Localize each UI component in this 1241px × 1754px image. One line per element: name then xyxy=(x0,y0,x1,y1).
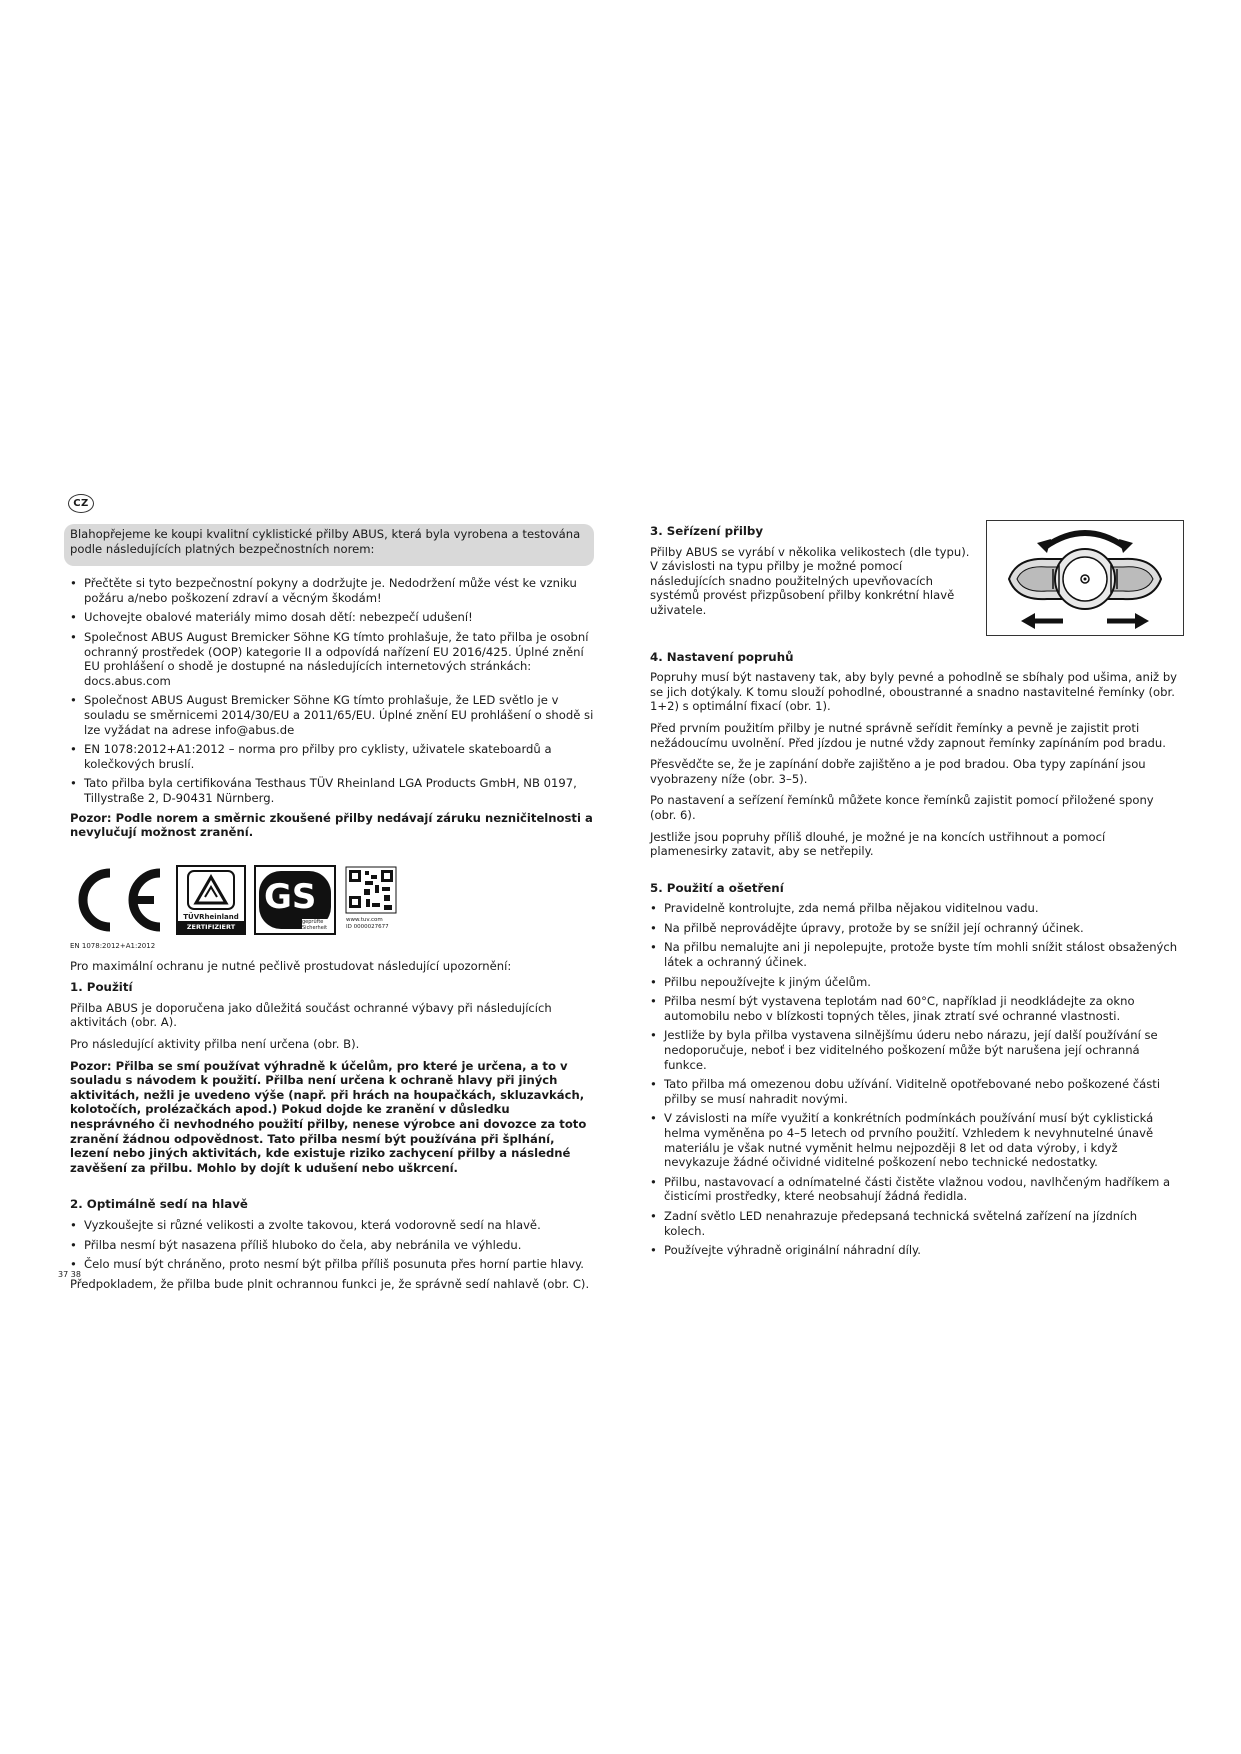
ce-mark-icon xyxy=(70,865,168,935)
list-item: • Tato přilba byla certifikována Testhaus TÜV Rheinland LGA Products GmbH, NB 0197, Tillystraße 2, D-90431 Nürnberg. xyxy=(70,776,594,805)
tuv-label: TÜVRheinland xyxy=(183,912,239,921)
fit-list xyxy=(70,1218,594,1272)
qr-caption-2: ID 0000027677 xyxy=(346,923,389,930)
section-title: 2. Optimálně sedí na hlavě xyxy=(70,1197,248,1212)
helmet-dial-adjuster-icon xyxy=(987,521,1183,635)
paragraph: Přilba ABUS je doporučena jako důležitá součást ochranné výbavy při následujících aktivitách (obr. A). xyxy=(70,1000,552,1030)
language-badge: CZ xyxy=(68,494,94,513)
gs-text: GS xyxy=(264,876,317,917)
list-item: • Na přilbě neprovádějte úpravy, protože by se snížil její ochranný účinek. xyxy=(650,921,1180,936)
safety-list xyxy=(70,576,594,805)
warning-text: Pozor: Podle norem a směrnic zkoušené přilby nedávají záruku nezničitelnosti a nevylučují možnost zranění. xyxy=(70,810,593,840)
paragraph: Jestliže jsou popruhy příliš dlouhé, je možné je na koncích ustřihnout a pomocí plamenesirky zatavit, aby se netřepily. xyxy=(650,829,1106,859)
section-adjust xyxy=(650,524,975,618)
list-item: • Vyzkoušejte si různé velikosti a zvolte takovou, která vodorovně sedí na hlavě. xyxy=(70,1218,594,1233)
section-fit xyxy=(70,1197,594,1291)
list-item: • Přečtěte si tyto bezpečnostní pokyny a dodržujte je. Nedodržení může vést ke vzniku požáru a/nebo poškození zdraví a věcným škodám! xyxy=(70,576,594,605)
paragraph: Přilby ABUS se vyrábí v několika velikostech (dle typu). V závislosti na typu přilby je možné pomocí následujících snadno použitelných upevňovacích systémů provést přizpůsobení přilby konkrétní hlavě uživatele. xyxy=(650,544,970,617)
paragraph: Popruhy musí být nastaveny tak, aby byly pevné a pohodlně se sbíhaly pod ušima, aniž by se jich dotýkaly. K tomu slouží pohodlné, oboustranné a snadno nastavitelné řemínky (obr. 1+2) s optimální fixací (obr. 1). xyxy=(650,670,1178,714)
qr-caption-1: www.tuv.com xyxy=(346,916,383,923)
tuv-triangle-icon xyxy=(178,867,244,913)
section-title: 4. Nastavení popruhů xyxy=(650,649,794,664)
section-usage xyxy=(70,980,594,1175)
section-title: 1. Použití xyxy=(70,980,133,995)
section-straps xyxy=(650,650,1180,859)
intro-box xyxy=(64,524,594,566)
list-item: • Pravidelně kontrolujte, zda nemá přilba nějakou viditelnou vadu. xyxy=(650,901,1180,916)
fit-system-figure xyxy=(986,520,1184,636)
list-item: • Přilba nesmí být nasazena příliš hluboko do čela, aby nebránila ve výhledu. xyxy=(70,1238,594,1253)
tuv-certified-label: ZERTIFIZIERT xyxy=(178,921,244,933)
section-title: 3. Seřízení přilby xyxy=(650,524,764,538)
list-item: • Tato přilba má omezenou dobu užívání. Viditelně opotřebované nebo poškozené části přilby se musí nahradit novými. xyxy=(650,1077,1180,1106)
qr-code-icon xyxy=(344,865,398,915)
care-list xyxy=(650,901,1180,1257)
list-item: • Zadní světlo LED nenahrazuje předepsaná technická světelná zařízení na jízdních kolech. xyxy=(650,1209,1180,1238)
list-item: • Uchovejte obalové materiály mimo dosah dětí: nebezpečí udušení! xyxy=(70,610,594,625)
usage-warning: Pozor: Přilba se smí používat výhradně k účelům, pro které je určena, a to v souladu s návodem k použití. Přilba není určena k ochraně hlavy při jiných aktivitách, nežli je uvedeno výše (např. při hrách na houpačkách, skluzavkách, kolotočích, prolézačkách apod.) Pokud dojde ke zranění v důsledku nesprávného či nevhodného použití přilby, nenese výrobce ani dovozce za toto zranění žádnou odpovědnost. Tato přilba nesmí být používána při šplhání, lezení nebo jiných aktivitách, kde existuje riziko zachycení přilby a následné zavěšení za přilbu. Mohlo by dojít k udušení nebo uškrcení. xyxy=(70,1058,587,1175)
left-column xyxy=(70,524,594,1298)
gs-sub: geprüfte Sicherheit xyxy=(302,919,332,931)
section-title: 5. Použití a ošetření xyxy=(650,880,784,895)
list-item: • Přilba nesmí být vystavena teplotám nad 60°C, například ji neodkládejte za okno automobilu nebo v blízkosti topných těles, jinak ztratí své ochranné vlastnosti. xyxy=(650,994,1180,1023)
list-item: • Jestliže by byla přilba vystavena silnějšímu úderu nebo nárazu, její další používání se nedoporučuje, neboť i bez viditelného poškození může být narušena její ochranná funkce. xyxy=(650,1028,1180,1072)
list-item: • Přilbu nepoužívejte k jiným účelům. xyxy=(650,975,1180,990)
qr-code xyxy=(344,865,398,935)
paragraph: Po nastavení a seřízení řemínků můžete konce řemínků zajistit pomocí přiložené spony (obr. 6). xyxy=(650,793,1154,822)
list-item: • EN 1078:2012+A1:2012 – norma pro přilby pro cyklisty, uživatele skateboardů a kolečkových bruslí. xyxy=(70,742,594,771)
list-item: • Čelo musí být chráněno, proto nesmí být přilba příliš posunuta přes horní partie hlavy. xyxy=(70,1257,594,1272)
max-protection-text: Pro maximální ochranu je nutné pečlivě prostudovat následující upozornění: xyxy=(70,958,512,973)
section-care xyxy=(650,881,1180,1258)
list-item: • Používejte výhradně originální náhradní díly. xyxy=(650,1243,1180,1258)
paragraph: Předpokladem, že přilba bude plnit ochrannou funkci je, že správně sedí nahlavě (obr. C). xyxy=(70,1276,590,1291)
list-item: • Společnost ABUS August Bremicker Söhne KG tímto prohlašuje, že LED světlo je v souladu se směrnicemi 2014/30/EU a 2011/65/EU. Úplné znění EU prohlášení o shodě si lze vyžádat na adrese info@abus.de xyxy=(70,693,594,737)
paragraph: Pro následující aktivity přilba není určena (obr. B). xyxy=(70,1037,360,1052)
list-item: • Společnost ABUS August Bremicker Söhne KG tímto prohlašuje, že tato přilba je osobní ochranný prostředek (OOP) kategorie II a odpovídá nařízení EU 2016/425. Úplné znění EU prohlášení o shodě je dostupné na následujících internetových stránkách: docs.abus.com xyxy=(70,630,594,688)
gs-logo xyxy=(254,865,336,935)
list-item: • Přilbu, nastavovací a odnímatelné části čistěte vlažnou vodou, navlhčeným hadříkem a čisticími prostředky, které neobsahují žádná ředidla. xyxy=(650,1175,1180,1204)
certification-logos xyxy=(70,862,594,938)
tuv-logo xyxy=(176,865,246,935)
intro-text: Blahopřejeme ke koupi kvalitní cyklistické přilby ABUS, která byla vyrobena a testována podle následujících platných bezpečnostních norem: xyxy=(70,527,581,556)
list-item: • V závislosti na míře využití a konkrétních podmínkách používání musí být cyklistická helma vyměněna po 4–5 letech od prvního použití. Vzhledem k nevyhnutelné únavě materiálu je však nutné vyměnit helmu nejpozději 8 let od data výroby, i když nevykazuje žádné očividné viditelné poškození nebo technické nedostatky. xyxy=(650,1111,1180,1169)
paragraph: Přesvědčte se, že je zapínání dobře zajištěno a je pod bradou. Oba typy zapínání jsou vyobrazeny níže (obr. 3–5). xyxy=(650,757,1146,786)
paragraph: Před prvním použitím přilby je nutné správně seřídit řemínky a pevně je zajistit proti nežádoucímu uvolnění. Před jízdou je nutné vždy zapnout řemínky zapínáním pod bradu. xyxy=(650,720,1166,750)
page-numbers: 37 38 xyxy=(58,1270,81,1279)
list-item: • Na přilbu nemalujte ani ji nepolepujte, protože byste tím mohli snížit stálost obsažených látek a ochranný účinek. xyxy=(650,940,1180,969)
en-norm-caption: EN 1078:2012+A1:2012 xyxy=(70,941,156,950)
